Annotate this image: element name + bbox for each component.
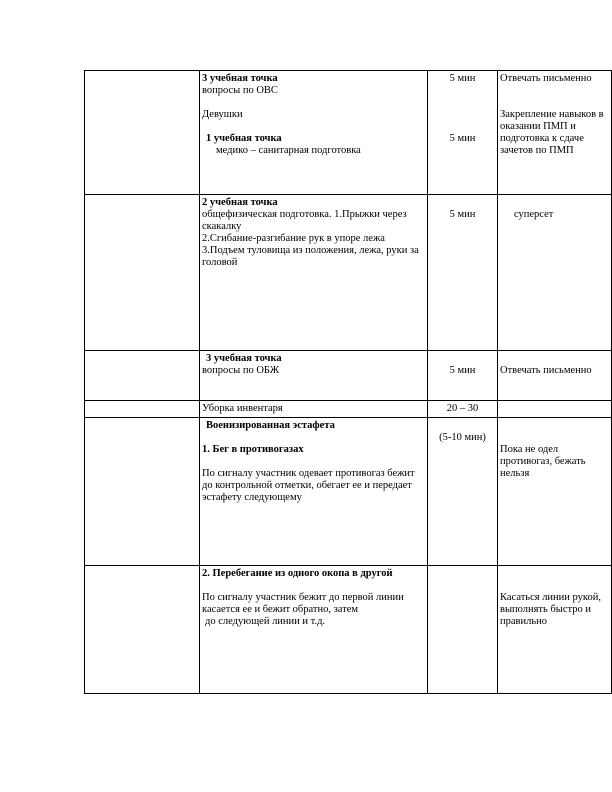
relay-description: до следующей линии и т.д. bbox=[205, 616, 326, 627]
empty-cell bbox=[85, 71, 200, 195]
activity-cell bbox=[200, 351, 428, 401]
note-cell bbox=[498, 566, 612, 694]
activity-cell bbox=[200, 566, 428, 694]
table-row bbox=[85, 401, 612, 418]
table-row bbox=[85, 566, 612, 694]
note-text: Касаться линии рукой, выполнять быстро и правильно bbox=[500, 592, 601, 627]
relay-stage-title: 1. Бег в противогазах bbox=[202, 444, 304, 455]
time-cell bbox=[428, 351, 498, 401]
note-cell bbox=[498, 418, 612, 566]
note-text: Пока не одел противогаз, бежать нельзя bbox=[500, 444, 586, 479]
note-cell bbox=[498, 195, 612, 351]
table-row bbox=[85, 418, 612, 566]
time-value: 5 мин bbox=[449, 73, 476, 84]
time-value: (5-10 мин) bbox=[439, 432, 486, 443]
relay-description: По сигналу участник одевает противогаз бежит до контрольной отметки, обегает ее и передает эстафету следующему bbox=[202, 468, 415, 503]
activity-cell bbox=[200, 401, 428, 418]
exercise-line: 2.Сгибание-разгибание рук в упоре лежа bbox=[202, 233, 385, 244]
time-cell bbox=[428, 71, 498, 195]
time-cell bbox=[428, 195, 498, 351]
time-value: 5 мин bbox=[449, 365, 476, 376]
note-cell bbox=[498, 401, 612, 418]
activity-cell bbox=[200, 418, 428, 566]
empty-cell bbox=[85, 195, 200, 351]
empty-cell bbox=[85, 351, 200, 401]
empty-cell bbox=[85, 566, 200, 694]
note-text: суперсет bbox=[514, 209, 554, 220]
activity-text: Уборка инвентаря bbox=[202, 403, 283, 414]
note-cell bbox=[498, 351, 612, 401]
note-text: Отвечать письменно bbox=[500, 365, 592, 376]
station-title: 3 учебная точка bbox=[202, 73, 278, 84]
exercise-line: общефизическая подготовка. 1.Прыжки через скакалку bbox=[202, 209, 407, 232]
time-value: 20 – 30 bbox=[446, 403, 479, 414]
note-text: Закрепление навыков в оказании ПМП и подготовка к сдаче зачетов по ПМП bbox=[500, 109, 604, 156]
station-topic: медико – санитарная подготовка bbox=[216, 145, 361, 156]
station-title: 1 учебная точка bbox=[206, 133, 282, 144]
activity-cell bbox=[200, 71, 428, 195]
note-text: Отвечать письменно bbox=[500, 73, 592, 84]
time-value: 5 мин bbox=[449, 209, 476, 220]
empty-cell bbox=[85, 401, 200, 418]
relay-description: По сигналу участник бежит до первой линии касается ее и бежит обратно, затем bbox=[202, 592, 404, 615]
relay-title: Военизированная эстафета bbox=[206, 420, 335, 431]
activity-cell bbox=[200, 195, 428, 351]
table-row bbox=[85, 71, 612, 195]
time-cell bbox=[428, 418, 498, 566]
group-label: Девушки bbox=[202, 109, 243, 120]
station-topic: вопросы по ОБЖ bbox=[202, 365, 280, 376]
empty-cell bbox=[85, 418, 200, 566]
lesson-plan-table bbox=[84, 70, 612, 694]
time-value: 5 мин bbox=[449, 133, 476, 144]
time-cell bbox=[428, 566, 498, 694]
note-cell bbox=[498, 71, 612, 195]
table-row bbox=[85, 351, 612, 401]
station-title: 2 учебная точка bbox=[202, 197, 278, 208]
table-row bbox=[85, 195, 612, 351]
station-title: 3 учебная точка bbox=[206, 353, 282, 364]
relay-stage-title: 2. Перебегание из одного окопа в другой bbox=[202, 568, 393, 579]
time-cell bbox=[428, 401, 498, 418]
exercise-line: 3.Подъем туловища из положения, лежа, руки за головой bbox=[202, 245, 419, 268]
station-topic: вопросы по ОВС bbox=[202, 85, 278, 96]
